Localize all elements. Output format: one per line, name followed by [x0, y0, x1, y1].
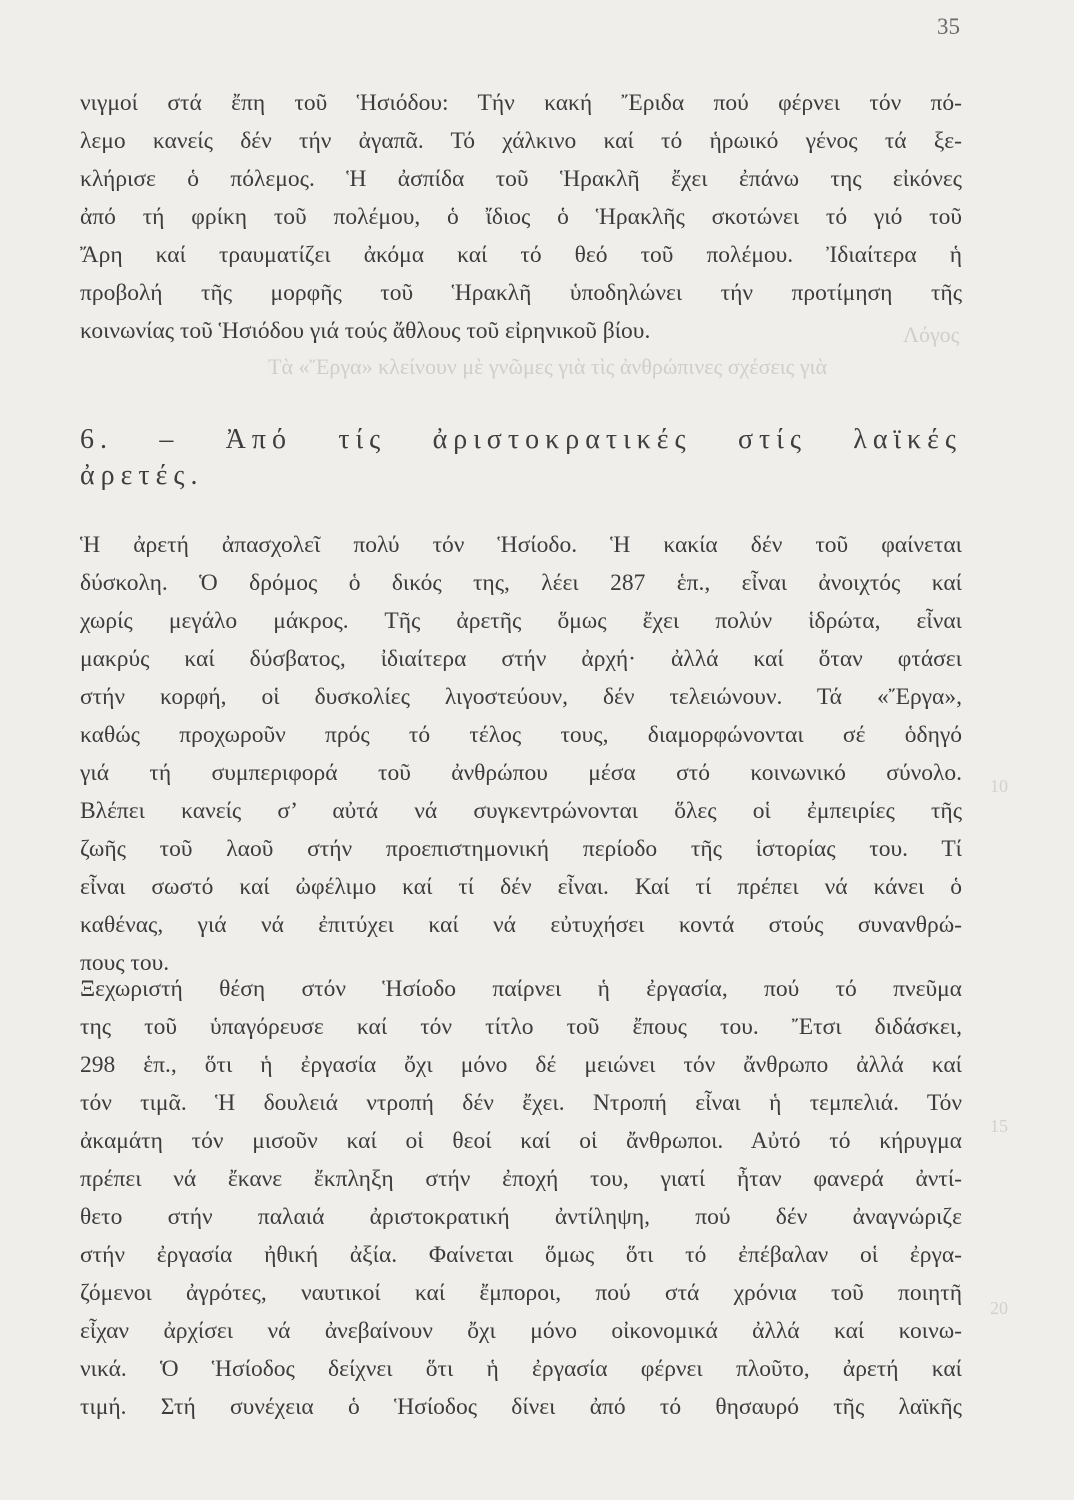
text-line: πους του. [80, 950, 170, 976]
bleed-through-line-number: 10 [990, 776, 1008, 796]
text-line: λεμο κανείς δέν τήν ἀγαπᾶ. Τό χάλκινο καί τό ἡρωικό γένος τά ξε- [80, 128, 962, 154]
text-line: της τοῦ ὑπαγόρευσε καί τόν τίτλο τοῦ ἔπους του. Ἔτσι διδάσκει, [80, 1014, 962, 1040]
text-line: εἶναι σωστό καί ὠφέλιμο καί τί δέν εἶναι. Καί τί πρέπει νά κάνει ὁ [80, 874, 962, 900]
bleed-through-text: Τὰ «Ἔργα» κλείνουν μὲ γνῶμες γιὰ τὶς ἀνθρώπινες σχέσεις γιὰ [268, 354, 828, 379]
text-line: καθένας, γιά νά ἐπιτύχει καί νά εὐτυχήσει κοντά στούς συνανθρώ- [80, 912, 962, 938]
text-line: 298 ἑπ., ὅτι ἡ ἐργασία ὄχι μόνο δέ μειώνει τόν ἄνθρωπο ἀλλά καί [80, 1052, 962, 1078]
text-line: πρέπει νά ἔκανε ἔκπληξη στήν ἐποχή του, γιατί ἦταν φανερά ἀντί- [80, 1166, 962, 1192]
text-line: ζωῆς τοῦ λαοῦ στήν προεπιστημονική περίοδο τῆς ἱστορίας του. Τί [80, 836, 962, 862]
text-line: τόν τιμᾶ. Ἡ δουλειά ντροπή δέν ἔχει. Ντροπή εἶναι ἡ τεμπελιά. Τόν [80, 1090, 962, 1116]
text-line: δύσκολη. Ὁ δρόμος ὁ δικός της, λέει 287 ἑπ., εἶναι ἀνοιχτός καί [80, 570, 962, 596]
text-line: γιά τή συμπεριφορά τοῦ ἀνθρώπου μέσα στό κοινωνικό σύνολο. [80, 760, 962, 786]
text-line: ζόμενοι ἀγρότες, ναυτικοί καί ἔμποροι, πού στά χρόνια τοῦ ποιητῆ [80, 1280, 962, 1306]
text-line: νιγμοί στά ἔπη τοῦ Ἡσιόδου: Τήν κακή Ἔριδα πού φέρνει τόν πό- [80, 90, 962, 116]
text-line: εἶχαν ἀρχίσει νά ἀνεβαίνουν ὄχι μόνο οἰκονομικά ἀλλά καί κοινω- [80, 1318, 962, 1344]
text-line: Ἄρη καί τραυματίζει ἀκόμα καί τό θεό τοῦ πολέμου. Ἰδιαίτερα ἡ [80, 242, 962, 268]
text-line: κλήρισε ὁ πόλεμος. Ἡ ἀσπίδα τοῦ Ἡρακλῆ ἔχει ἐπάνω της εἰκόνες [80, 166, 962, 192]
text-line: στήν κορφή, οἱ δυσκολίες λιγοστεύουν, δέν τελειώνουν. Τά «Ἔργα», [80, 684, 962, 710]
text-line: Ἡ ἀρετή ἀπασχολεῖ πολύ τόν Ἡσίοδο. Ἡ κακία δέν τοῦ φαίνεται [80, 532, 962, 558]
heading-line: 6. – Ἀπό τίς ἀριστοκρατικές στίς λαϊκές [80, 424, 962, 455]
text-line: Βλέπει κανείς σ’ αὐτά νά συγκεντρώνονται ὅλες οἱ ἐμπειρίες τῆς [80, 798, 962, 824]
text-line: νικά. Ὁ Ἡσίοδος δείχνει ὅτι ἡ ἐργασία φέρνει πλοῦτο, ἀρετή καί [80, 1356, 962, 1382]
bleed-through-line-number: 20 [990, 1298, 1008, 1318]
text-line: τιμή. Στή συνέχεια ὁ Ἡσίοδος δίνει ἀπό τό θησαυρό τῆς λαϊκῆς [80, 1394, 962, 1420]
text-line: στήν ἐργασία ἠθική ἀξία. Φαίνεται ὅμως ὅτι τό ἐπέβαλαν οἱ ἐργα- [80, 1242, 962, 1268]
text-line: ἀπό τή φρίκη τοῦ πολέμου, ὁ ἴδιος ὁ Ἡρακλῆς σκοτώνει τό γιό τοῦ [80, 204, 962, 230]
text-line: ἀκαμάτη τόν μισοῦν καί οἱ θεοί καί οἱ ἄνθρωποι. Αὐτό τό κήρυγμα [80, 1128, 962, 1154]
page-number: 35 [937, 14, 960, 39]
text-line: θετο στήν παλαιά ἀριστοκρατική ἀντίληψη, πού δέν ἀναγνώριζε [80, 1204, 962, 1230]
text-line: μακρύς καί δύσβατος, ἰδιαίτερα στήν ἀρχή· ἀλλά καί ὅταν φτάσει [80, 646, 962, 672]
text-line: προβολή τῆς μορφῆς τοῦ Ἡρακλῆ ὑποδηλώνει τήν προτίμηση τῆς [80, 280, 962, 306]
heading-line: ἀρετές. [80, 460, 204, 491]
bleed-through-text: Λόγος [903, 322, 960, 347]
bleed-through-line-number: 15 [990, 1116, 1008, 1136]
text-line: Ξεχωριστή θέση στόν Ἡσίοδο παίρνει ἡ ἐργασία, πού τό πνεῦμα [80, 976, 962, 1002]
text-line: καθώς προχωροῦν πρός τό τέλος τους, διαμορφώνονται σέ ὁδηγό [80, 722, 962, 748]
text-line: χωρίς μεγάλο μάκρος. Τῆς ἀρετῆς ὅμως ἔχει πολύν ἱδρώτα, εἶναι [80, 608, 962, 634]
text-line: κοινωνίας τοῦ Ἡσιόδου γιά τούς ἄθλους τοῦ εἰρηνικοῦ βίου. [80, 318, 651, 344]
